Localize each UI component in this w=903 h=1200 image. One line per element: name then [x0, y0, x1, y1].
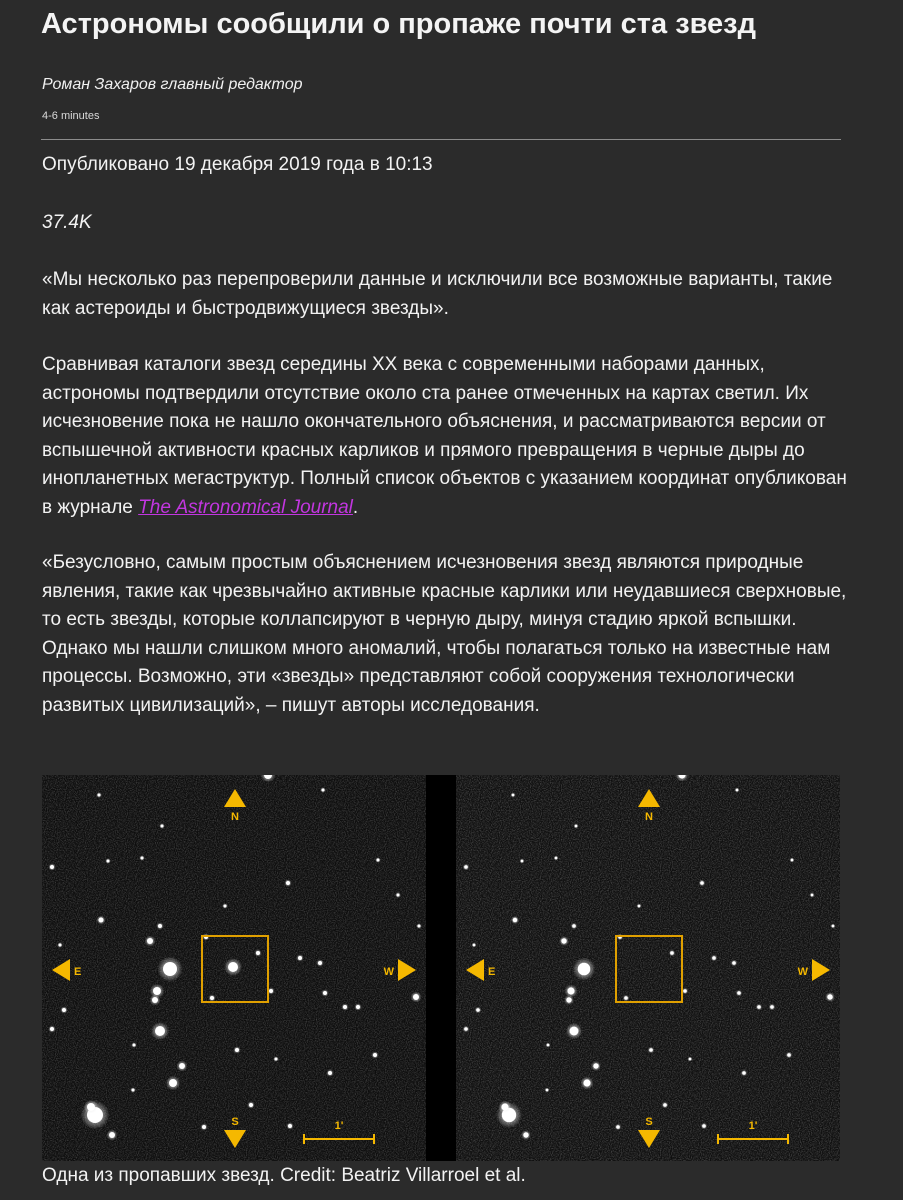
star [583, 1079, 590, 1086]
star [572, 924, 576, 928]
view-count: 37.4K [42, 212, 92, 233]
star [546, 1089, 549, 1092]
star [141, 857, 144, 860]
star [155, 1026, 165, 1036]
star [770, 1005, 774, 1009]
star [570, 1027, 579, 1036]
scale-label: 1' [748, 1120, 758, 1132]
star [228, 962, 238, 972]
star [593, 1063, 598, 1068]
label-east: E [74, 966, 82, 978]
star [700, 881, 704, 885]
star [377, 859, 380, 862]
star [202, 1125, 206, 1129]
star [689, 1058, 692, 1061]
paragraph-quote-2: «Безусловно, самым простым объяснением исчезновения звезд являются природные явления, такие как чрезвычайно активные красные карлики или неудавшиеся сверхновые, то есть звезды, которые коллапсируют в черную дыру, минуя стадию яркой вспышки. Однако мы нашли слишком много аномалий, чтобы полагаться только на известные нам процессы. Возможно, эти «звезды» представляют собой сооружения технологически развитых цивилизаций», – пишут авторы исследования. [42, 552, 847, 716]
star [476, 1008, 480, 1012]
star [269, 989, 273, 993]
label-east: E [488, 966, 496, 978]
star [152, 997, 158, 1003]
star [736, 789, 739, 792]
star [50, 865, 54, 869]
star [59, 944, 62, 947]
star [158, 924, 162, 928]
star [512, 794, 515, 797]
star [832, 925, 835, 928]
star [323, 991, 327, 995]
star [62, 1008, 66, 1012]
star [163, 962, 177, 976]
star [663, 1103, 667, 1107]
star [107, 860, 110, 863]
star [224, 905, 227, 908]
star [501, 1103, 508, 1110]
star [418, 925, 421, 928]
paragraph-main-end: . [352, 496, 359, 518]
star [521, 860, 524, 863]
read-time: 4-6 minutes [42, 110, 100, 122]
star [732, 961, 736, 965]
panel-separator [426, 775, 456, 1161]
star [109, 1132, 115, 1138]
star [397, 894, 400, 897]
star [133, 1044, 136, 1047]
star [210, 996, 214, 1000]
star [513, 918, 518, 923]
journal-link[interactable]: The Astronomical Journal [138, 496, 353, 518]
star [161, 825, 164, 828]
star [561, 938, 566, 943]
star [153, 987, 161, 995]
star [683, 989, 687, 993]
star [578, 963, 591, 976]
star [787, 1053, 791, 1057]
published-date: Опубликовано 19 декабря 2019 года в 10:13 [42, 154, 433, 175]
label-west: W [383, 966, 394, 978]
label-north: N [645, 811, 653, 823]
figure-caption: Одна из пропавших звезд. Credit: Beatriz Villarroel et al. [42, 1165, 526, 1186]
paragraph-quote-1: «Мы несколько раз перепроверили данные и исключили все возможные варианты, такие как астероиды и быстродвижущиеся звезды». [42, 269, 833, 319]
label-west: W [797, 966, 808, 978]
star [464, 1027, 468, 1031]
star [132, 1089, 135, 1092]
label-north: N [231, 811, 239, 823]
star [757, 1005, 761, 1009]
author-byline: Роман Захаров главный редактор [42, 76, 303, 93]
label-south: S [231, 1116, 239, 1128]
star [147, 938, 153, 944]
star [249, 1103, 253, 1107]
star [288, 1124, 292, 1128]
star [523, 1132, 528, 1137]
scale-label: 1' [334, 1120, 344, 1132]
star [235, 1048, 239, 1052]
star [555, 857, 558, 860]
star [286, 881, 290, 885]
star [256, 951, 260, 955]
star [616, 1125, 620, 1129]
star [791, 859, 794, 862]
star [567, 987, 574, 994]
panel-after [456, 775, 840, 1161]
star [547, 1044, 550, 1047]
star [575, 825, 578, 828]
article-title: Астрономы сообщили о пропаже почти ста звезд [41, 8, 757, 40]
star [702, 1124, 706, 1128]
star [473, 944, 476, 947]
star [566, 997, 571, 1002]
star [50, 1027, 54, 1031]
star-field-image [42, 775, 840, 1161]
star [413, 994, 419, 1000]
star [179, 1063, 185, 1069]
star [275, 1058, 278, 1061]
paragraph-main [42, 351, 852, 523]
star [343, 1005, 347, 1009]
star [737, 991, 741, 995]
star [169, 1079, 177, 1087]
paragraph-main-text: Сравнивая каталоги звезд середины XX века с современными наборами данных, астрономы подтвердили отсутствие около ста ранее отмеченных на картах светил. Их исчезновение пока не нашло окончательного объяснения, и рассматриваются версии от вспышечной активности красных карликов и прямого превращения в черные дыры до инопланетных мегаструктур. Полный список объектов с указанием координат опубликован в журнале [42, 354, 847, 518]
star [670, 951, 674, 955]
star [624, 996, 628, 1000]
star [373, 1053, 377, 1057]
star [328, 1071, 332, 1075]
star [827, 994, 832, 999]
star [811, 894, 814, 897]
panel-before [42, 775, 426, 1161]
star [318, 961, 322, 965]
label-south: S [645, 1116, 653, 1128]
star [742, 1071, 746, 1075]
star [99, 918, 104, 923]
divider [41, 139, 841, 140]
star [638, 905, 641, 908]
star [98, 794, 101, 797]
star [649, 1048, 653, 1052]
star [712, 956, 716, 960]
star [87, 1103, 95, 1111]
star [464, 865, 468, 869]
star-field-figure [42, 775, 840, 1161]
star [356, 1005, 360, 1009]
star [322, 789, 325, 792]
star [298, 956, 302, 960]
